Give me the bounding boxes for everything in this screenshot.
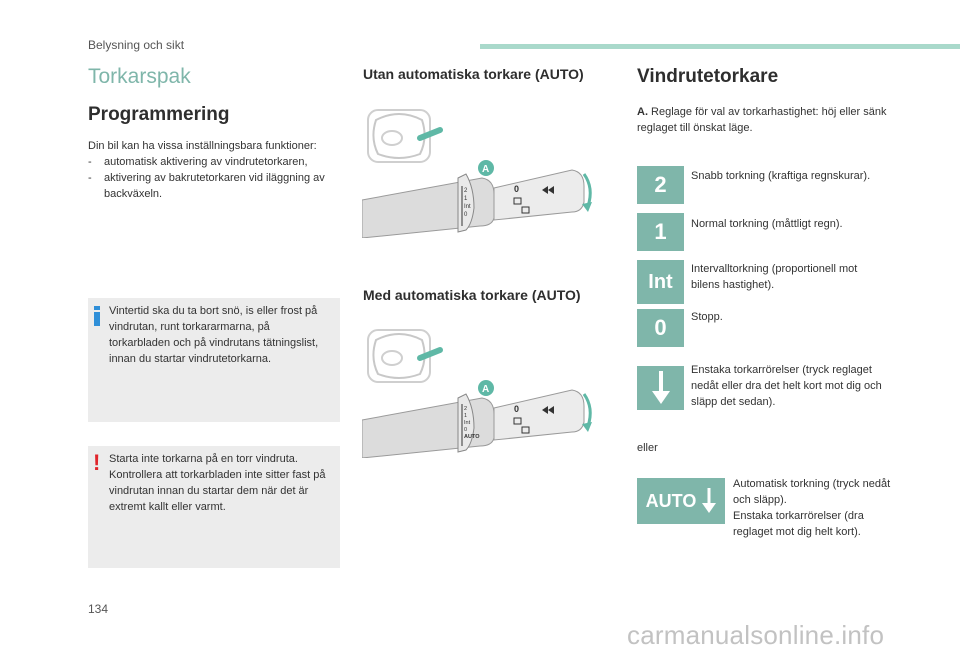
warning-note-text: Starta inte torkarna på en torr vindruta. Kontrollera att torkarbladen inte sitter fast på vindrutan innan du startar dem när det är extremt kallt eller varmt. xyxy=(109,453,326,513)
wiper-stalk-illustration-manual xyxy=(362,108,602,238)
heading-with-auto: Med automatiska torkare (AUTO) xyxy=(363,287,581,303)
wiper-stalk xyxy=(362,390,584,458)
stalk-label-int: Int xyxy=(464,204,471,210)
callout-a-label: A xyxy=(482,164,490,175)
callout-a-label: A xyxy=(482,384,490,395)
desc-speed-2: Snabb torkning (kraftiga regnskurar). xyxy=(691,170,871,182)
key-auto-label: AUTO xyxy=(645,490,697,511)
text-eller: eller xyxy=(637,442,658,454)
desc-auto-line-2: Enstaka torkarrörelser (dra reglaget mot dig helt kort). xyxy=(733,510,864,538)
info-icon xyxy=(94,306,100,326)
steering-wheel-icon xyxy=(368,330,440,382)
stalk-label-int: Int xyxy=(464,420,471,426)
stalk-label-auto: AUTO xyxy=(464,434,480,440)
rotate-arrow-icon xyxy=(584,394,590,426)
control-a-description xyxy=(637,104,887,136)
desc-auto xyxy=(733,476,893,540)
key-auto xyxy=(637,478,725,524)
heading-vindrutetorkare: Vindrutetorkare xyxy=(637,66,779,87)
callout-a xyxy=(478,160,494,176)
stalk-label-1: 1 xyxy=(464,413,468,419)
info-note-text: Vintertid ska du ta bort snö, is eller frost på vindrutan, runt torkararmarna, på torkarbladen och på vindrutans tätningslist, innan du startar vindrutetorkarna. xyxy=(109,305,319,365)
rotate-arrow-icon xyxy=(584,174,590,206)
desc-stop: Stopp. xyxy=(691,311,723,323)
watermark: carmanualsonline.info xyxy=(627,620,885,650)
key-speed-1: 1 xyxy=(637,213,684,251)
key-stop: 0 xyxy=(637,309,684,347)
callout-a xyxy=(478,380,494,396)
steering-wheel-icon xyxy=(368,110,440,162)
key-single-wipe xyxy=(637,366,684,410)
desc-auto-line-1: Automatisk torkning (tryck nedåt och släpp). xyxy=(733,478,891,506)
wiper-stalk xyxy=(362,170,584,238)
page-number: 134 xyxy=(88,602,109,616)
warning-icon: ! xyxy=(93,450,101,475)
desc-single-wipe: Enstaka torkarrörelser (tryck reglaget nedåt eller dra det helt kort mot dig och släpp det sedan). xyxy=(691,364,882,408)
section-title: Torkarspak xyxy=(88,65,191,88)
bullet-item-1: - automatisk aktivering av vindrutetorkaren, xyxy=(88,154,340,170)
arrow-down-icon xyxy=(702,488,716,514)
ring-label-0: 0 xyxy=(514,184,520,194)
key-intermittent: Int xyxy=(637,260,684,304)
control-a-label: A. xyxy=(637,106,648,118)
desc-speed-1: Normal torkning (måttligt regn). xyxy=(691,218,843,230)
arrow-down-icon xyxy=(651,371,671,405)
stalk-label-0: 0 xyxy=(464,427,468,433)
bullet-item-2: - aktivering av bakrutetorkaren vid iläggning av backväxeln. xyxy=(88,170,340,202)
header-rule xyxy=(480,44,960,49)
stalk-label-0: 0 xyxy=(464,212,468,218)
stalk-label-2: 2 xyxy=(464,406,468,412)
heading-programmering: Programmering xyxy=(88,104,230,125)
intro-line: Din bil kan ha vissa inställningsbara funktioner: xyxy=(88,140,317,152)
running-header: Belysning och sikt xyxy=(88,38,185,52)
wiper-stalk-illustration-auto xyxy=(362,328,602,458)
ring-label-0: 0 xyxy=(514,404,520,414)
key-speed-2: 2 xyxy=(637,166,684,204)
intro-text xyxy=(88,138,340,202)
heading-without-auto: Utan automatiska torkare (AUTO) xyxy=(363,66,584,82)
desc-intermittent: Intervalltorkning (proportionell mot bilens hastighet). xyxy=(691,263,858,291)
stalk-label-2: 2 xyxy=(464,188,468,194)
stalk-label-1: 1 xyxy=(464,196,468,202)
control-a-text: Reglage för val av torkarhastighet: höj eller sänk reglaget till önskat läge. xyxy=(637,106,887,134)
